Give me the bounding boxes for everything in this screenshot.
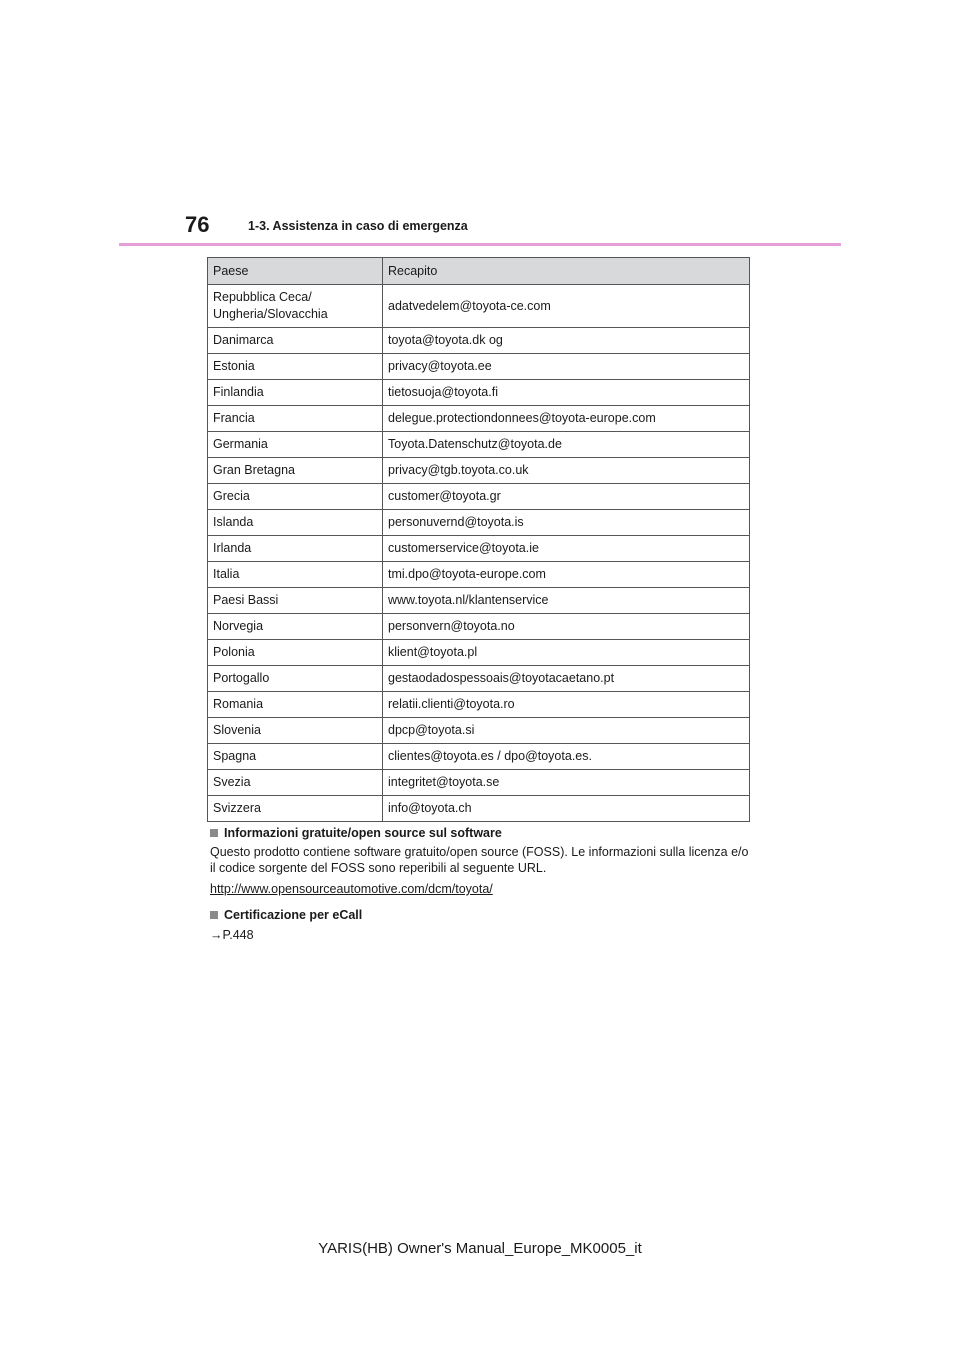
- country-cell: [208, 770, 383, 796]
- table-row: [208, 562, 750, 588]
- table-row: [208, 718, 750, 744]
- contact-cell: Toyota.Datenschutz@toyota.de: [383, 432, 750, 458]
- country-name: Islanda: [213, 515, 254, 529]
- country-name: Polonia: [213, 645, 255, 659]
- contact-cell: tmi.dpo@toyota-europe.com: [383, 562, 750, 588]
- table-row: [208, 380, 750, 406]
- country-cell: [208, 484, 383, 510]
- country-cell: [208, 744, 383, 770]
- contact-cell: customer@toyota.gr: [383, 484, 750, 510]
- info-section: [210, 826, 755, 942]
- country-name: Finlandia: [213, 385, 264, 399]
- country-cell: [208, 536, 383, 562]
- country-cell: [208, 328, 383, 354]
- country-cell: [208, 562, 383, 588]
- foss-body: Questo prodotto contiene software gratuito/open source (FOSS). Le informazioni sulla licenza e/o il codice sorgente del FOSS sono reperibili al seguente URL.: [210, 845, 749, 875]
- contact-cell: integritet@toyota.se: [383, 770, 750, 796]
- country-name: Spagna: [213, 749, 257, 763]
- ecall-reference: →P.448: [210, 928, 254, 942]
- ecall-heading-text: Certificazione per eCall: [224, 908, 363, 922]
- table-row: [208, 640, 750, 666]
- table-body: [208, 285, 750, 822]
- contact-cell: privacy@tgb.toyota.co.uk: [383, 458, 750, 484]
- header-rule: [119, 243, 841, 246]
- contact-cell: gestaodadospessoais@toyotacaetano.pt: [383, 666, 750, 692]
- country-name: Danimarca: [213, 333, 274, 347]
- table-row: [208, 744, 750, 770]
- column-header-contact: Recapito: [383, 258, 750, 285]
- contact-table: [207, 257, 750, 822]
- ecall-heading: [210, 908, 755, 922]
- table-row: [208, 536, 750, 562]
- contact-cell: dpcp@toyota.si: [383, 718, 750, 744]
- footer-text: YARIS(HB) Owner's Manual_Europe_MK0005_it: [318, 1240, 642, 1257]
- table-row: [208, 406, 750, 432]
- country-cell: [208, 432, 383, 458]
- contact-cell: personuvernd@toyota.is: [383, 510, 750, 536]
- table-row: [208, 770, 750, 796]
- country-name: Svezia: [213, 775, 251, 789]
- country-cell: [208, 796, 383, 822]
- table-row: [208, 692, 750, 718]
- country-cell: [208, 285, 383, 328]
- country-name: Gran Bretagna: [213, 463, 295, 477]
- contact-cell: privacy@toyota.ee: [383, 354, 750, 380]
- table-row: [208, 666, 750, 692]
- table-row: [208, 328, 750, 354]
- contact-cell: clientes@toyota.es / dpo@toyota.es.: [383, 744, 750, 770]
- table-row: [208, 285, 750, 328]
- country-cell: [208, 614, 383, 640]
- contact-cell: klient@toyota.pl: [383, 640, 750, 666]
- contact-cell: toyota@toyota.dk og: [383, 328, 750, 354]
- country-name: Slovenia: [213, 723, 261, 737]
- country-cell: [208, 510, 383, 536]
- country-cell: [208, 692, 383, 718]
- square-bullet-icon: [210, 829, 218, 837]
- section-title: 1-3. Assistenza in caso di emergenza: [248, 219, 468, 233]
- table-row: [208, 458, 750, 484]
- table-row: [208, 432, 750, 458]
- table-row: [208, 614, 750, 640]
- country-cell: [208, 406, 383, 432]
- table-header-row: [208, 258, 750, 285]
- country-name: Romania: [213, 697, 264, 711]
- foss-heading: [210, 826, 755, 840]
- contact-cell: info@toyota.ch: [383, 796, 750, 822]
- contact-cell: delegue.protectiondonnees@toyota-europe.com: [383, 406, 750, 432]
- country-cell: [208, 458, 383, 484]
- country-name: Grecia: [213, 489, 250, 503]
- table-row: [208, 354, 750, 380]
- contact-cell: customerservice@toyota.ie: [383, 536, 750, 562]
- page-number: 76: [185, 212, 210, 237]
- country-cell: [208, 380, 383, 406]
- country-name: Italia: [213, 567, 240, 581]
- contact-cell: tietosuoja@toyota.fi: [383, 380, 750, 406]
- country-cell: [208, 588, 383, 614]
- foss-link[interactable]: http://www.opensourceautomotive.com/dcm/toyota/: [210, 882, 493, 896]
- column-header-country: Paese: [208, 258, 383, 285]
- country-name: Portogallo: [213, 671, 270, 685]
- table-row: [208, 588, 750, 614]
- country-name: Germania: [213, 437, 268, 451]
- contact-cell: relatii.clienti@toyota.ro: [383, 692, 750, 718]
- table-row: [208, 510, 750, 536]
- contact-cell: personvern@toyota.no: [383, 614, 750, 640]
- country-name: Ungheria/Slovacchia: [213, 307, 328, 321]
- country-cell: [208, 718, 383, 744]
- country-cell: [208, 640, 383, 666]
- contact-cell: adatvedelem@toyota-ce.com: [383, 285, 750, 328]
- square-bullet-icon: [210, 911, 218, 919]
- country-name: Irlanda: [213, 541, 252, 555]
- table-row: [208, 796, 750, 822]
- contact-cell: www.toyota.nl/klantenservice: [383, 588, 750, 614]
- country-cell: [208, 354, 383, 380]
- country-name: Paesi Bassi: [213, 593, 279, 607]
- country-name: Francia: [213, 411, 255, 425]
- country-name: Svizzera: [213, 801, 261, 815]
- country-name: Repubblica Ceca/: [213, 290, 312, 304]
- foss-heading-text: Informazioni gratuite/open source sul software: [224, 826, 502, 840]
- country-cell: [208, 666, 383, 692]
- table-row: [208, 484, 750, 510]
- country-name: Norvegia: [213, 619, 264, 633]
- country-name: Estonia: [213, 359, 255, 373]
